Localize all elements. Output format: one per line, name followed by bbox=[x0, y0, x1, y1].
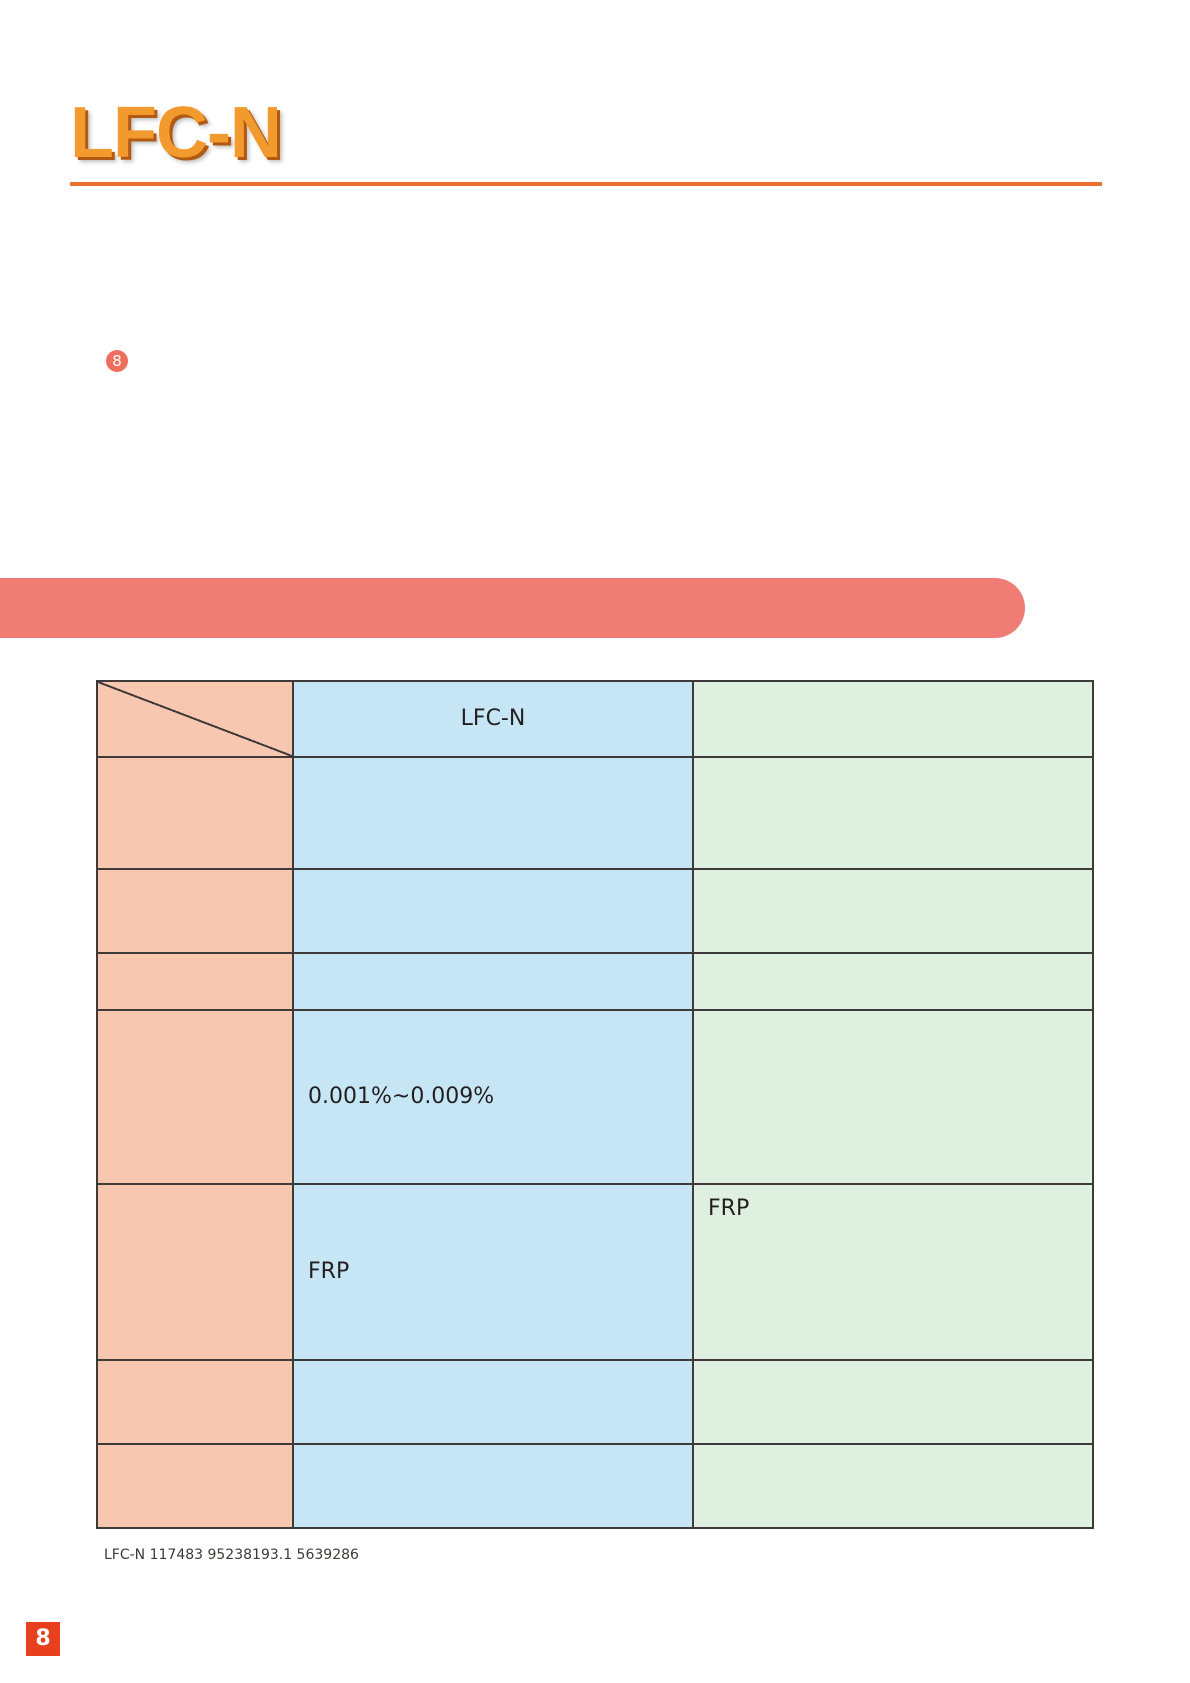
column-header-fan-motor bbox=[693, 681, 1093, 757]
lfcn-cell bbox=[293, 953, 693, 1010]
fan-motor-cell bbox=[693, 869, 1093, 953]
table-row bbox=[97, 869, 1093, 953]
fan-motor-cell: FRP bbox=[693, 1184, 1093, 1360]
row-label bbox=[97, 953, 293, 1010]
comparison-table bbox=[96, 680, 1094, 1529]
section-banner bbox=[0, 578, 1025, 638]
fan-motor-cell bbox=[693, 757, 1093, 869]
table-row bbox=[97, 757, 1093, 869]
table-row bbox=[97, 1444, 1093, 1528]
row-label bbox=[97, 757, 293, 869]
table-row bbox=[97, 1184, 1093, 1360]
note-number-badge: 8 bbox=[106, 350, 128, 372]
column-header-lfcn: LFC-N bbox=[293, 681, 693, 757]
lfcn-cell: 0.001%~0.009% bbox=[293, 1010, 693, 1184]
row-label bbox=[97, 1010, 293, 1184]
table-row bbox=[97, 1010, 1093, 1184]
lfcn-cell: FRP bbox=[293, 1184, 693, 1360]
fan-motor-cell bbox=[693, 953, 1093, 1010]
table-header-row bbox=[97, 681, 1093, 757]
page-number: 8 bbox=[26, 1622, 60, 1656]
lfcn-cell bbox=[293, 1444, 693, 1528]
table-row bbox=[97, 1360, 1093, 1444]
table-row bbox=[97, 953, 1093, 1010]
page-subtitle bbox=[76, 196, 556, 240]
lfcn-cell bbox=[293, 757, 693, 869]
fan-motor-cell bbox=[693, 1010, 1093, 1184]
lfcn-cell bbox=[293, 1360, 693, 1444]
note-paragraph bbox=[106, 340, 1106, 382]
fan-motor-cell bbox=[693, 1360, 1093, 1444]
row-label bbox=[97, 869, 293, 953]
title-rule bbox=[70, 182, 1102, 186]
table-corner-header bbox=[97, 681, 293, 757]
brand-title: LFC-N bbox=[70, 93, 281, 173]
fan-motor-cell bbox=[693, 1444, 1093, 1528]
row-label bbox=[97, 1444, 293, 1528]
lfcn-cell bbox=[293, 869, 693, 953]
row-label bbox=[97, 1184, 293, 1360]
row-label bbox=[97, 1360, 293, 1444]
patent-footnote: LFC-N 117483 95238193.1 5639286 bbox=[104, 1547, 359, 1563]
